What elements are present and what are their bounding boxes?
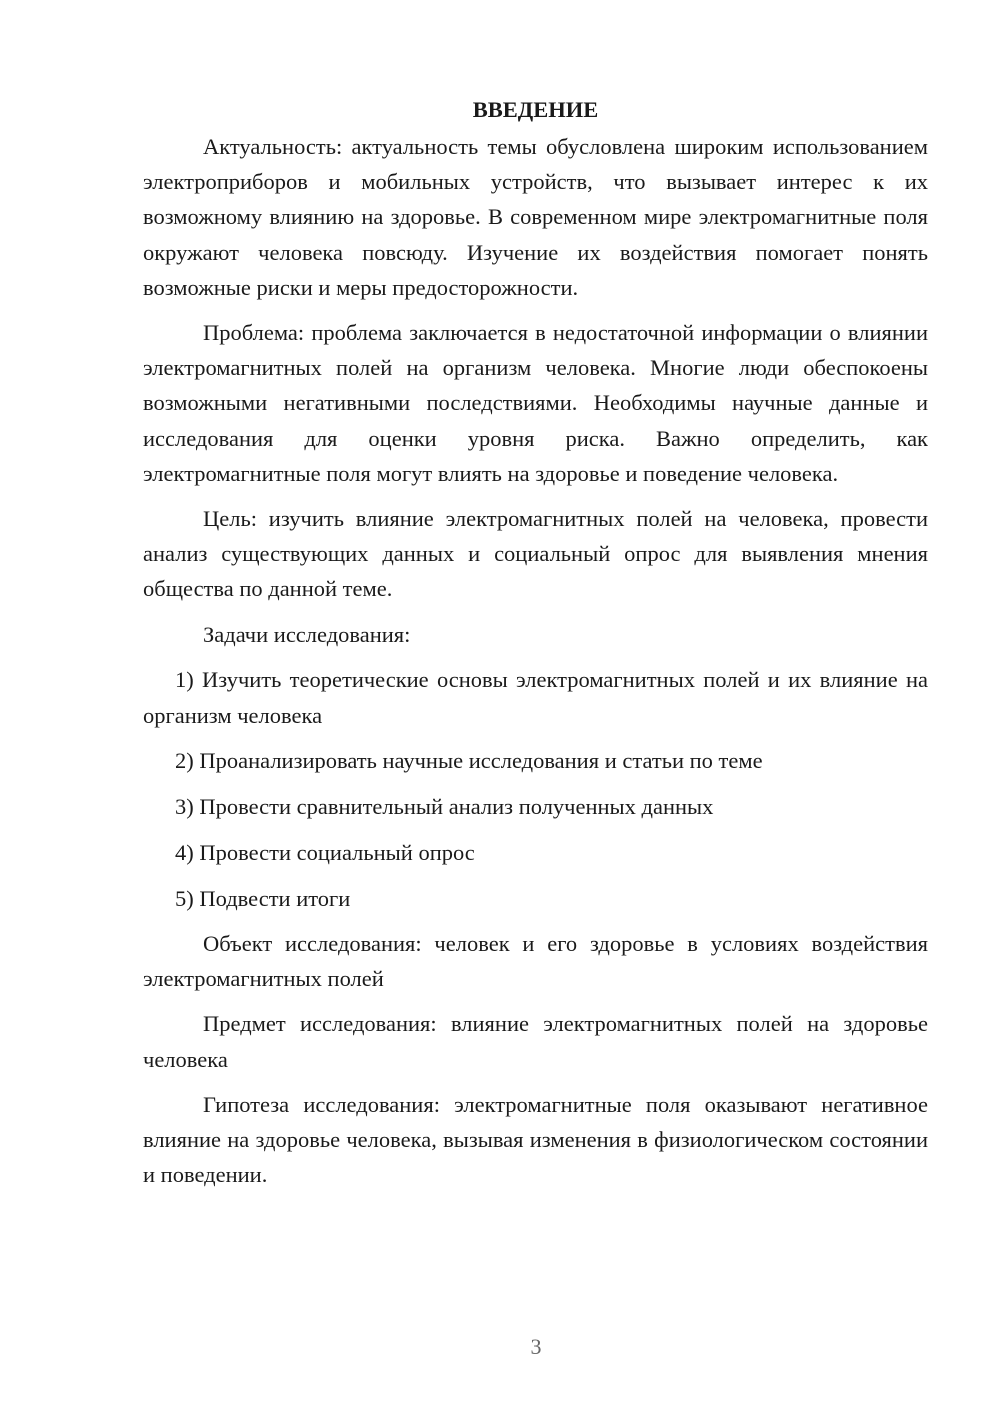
task-item-5: 5) Подвести итоги: [175, 885, 351, 911]
relevance-paragraph: Актуальность: актуальность темы обусловлена широким использованием электроприборов и мобильных устройств, что вызывает интерес к их возможному влиянию на здоровье. В современном мире электромагнитные поля окружают человека повсюду. Изучение их воздействия помогает понять возможные риски и меры предосторожности.: [143, 134, 928, 300]
task-item-4: 4) Провести социальный опрос: [175, 840, 475, 866]
section-title: ВВЕДЕНИЕ: [472, 97, 599, 122]
problem-paragraph: Проблема: проблема заключается в недостаточной информации о влиянии электромагнитных полей на организм человека. Многие люди обеспокоены возможными негативными последствиями. Необходимы научные данные и исследования для оценки уровня риска. Важно определить, как электромагнитные поля могут влиять на здоровье и поведение человека.: [143, 320, 928, 486]
page-number: 3: [530, 1334, 542, 1359]
task-item-1: 1) Изучить теоретические основы электромагнитных полей и их влияние на организм человека: [143, 667, 928, 728]
object-paragraph: Объект исследования: человек и его здоровье в условиях воздействия электромагнитных полей: [143, 931, 928, 992]
goal-paragraph: Цель: изучить влияние электромагнитных полей на человека, провести анализ существующих данных и социальный опрос для выявления мнения общества по данной теме.: [143, 506, 928, 602]
page-content: [143, 92, 928, 1192]
tasks-heading: Задачи исследования:: [203, 621, 411, 647]
subject-paragraph: Предмет исследования: влияние электромагнитных полей на здоровье человека: [143, 1011, 928, 1072]
hypothesis-paragraph: Гипотеза исследования: электромагнитные поля оказывают негативное влияние на здоровье человека, вызывая изменения в физиологическом состоянии и поведении.: [143, 1091, 928, 1188]
task-item-2: 2) Проанализировать научные исследования и статьи по теме: [175, 748, 763, 774]
task-item-3: 3) Провести сравнительный анализ полученных данных: [175, 794, 714, 820]
